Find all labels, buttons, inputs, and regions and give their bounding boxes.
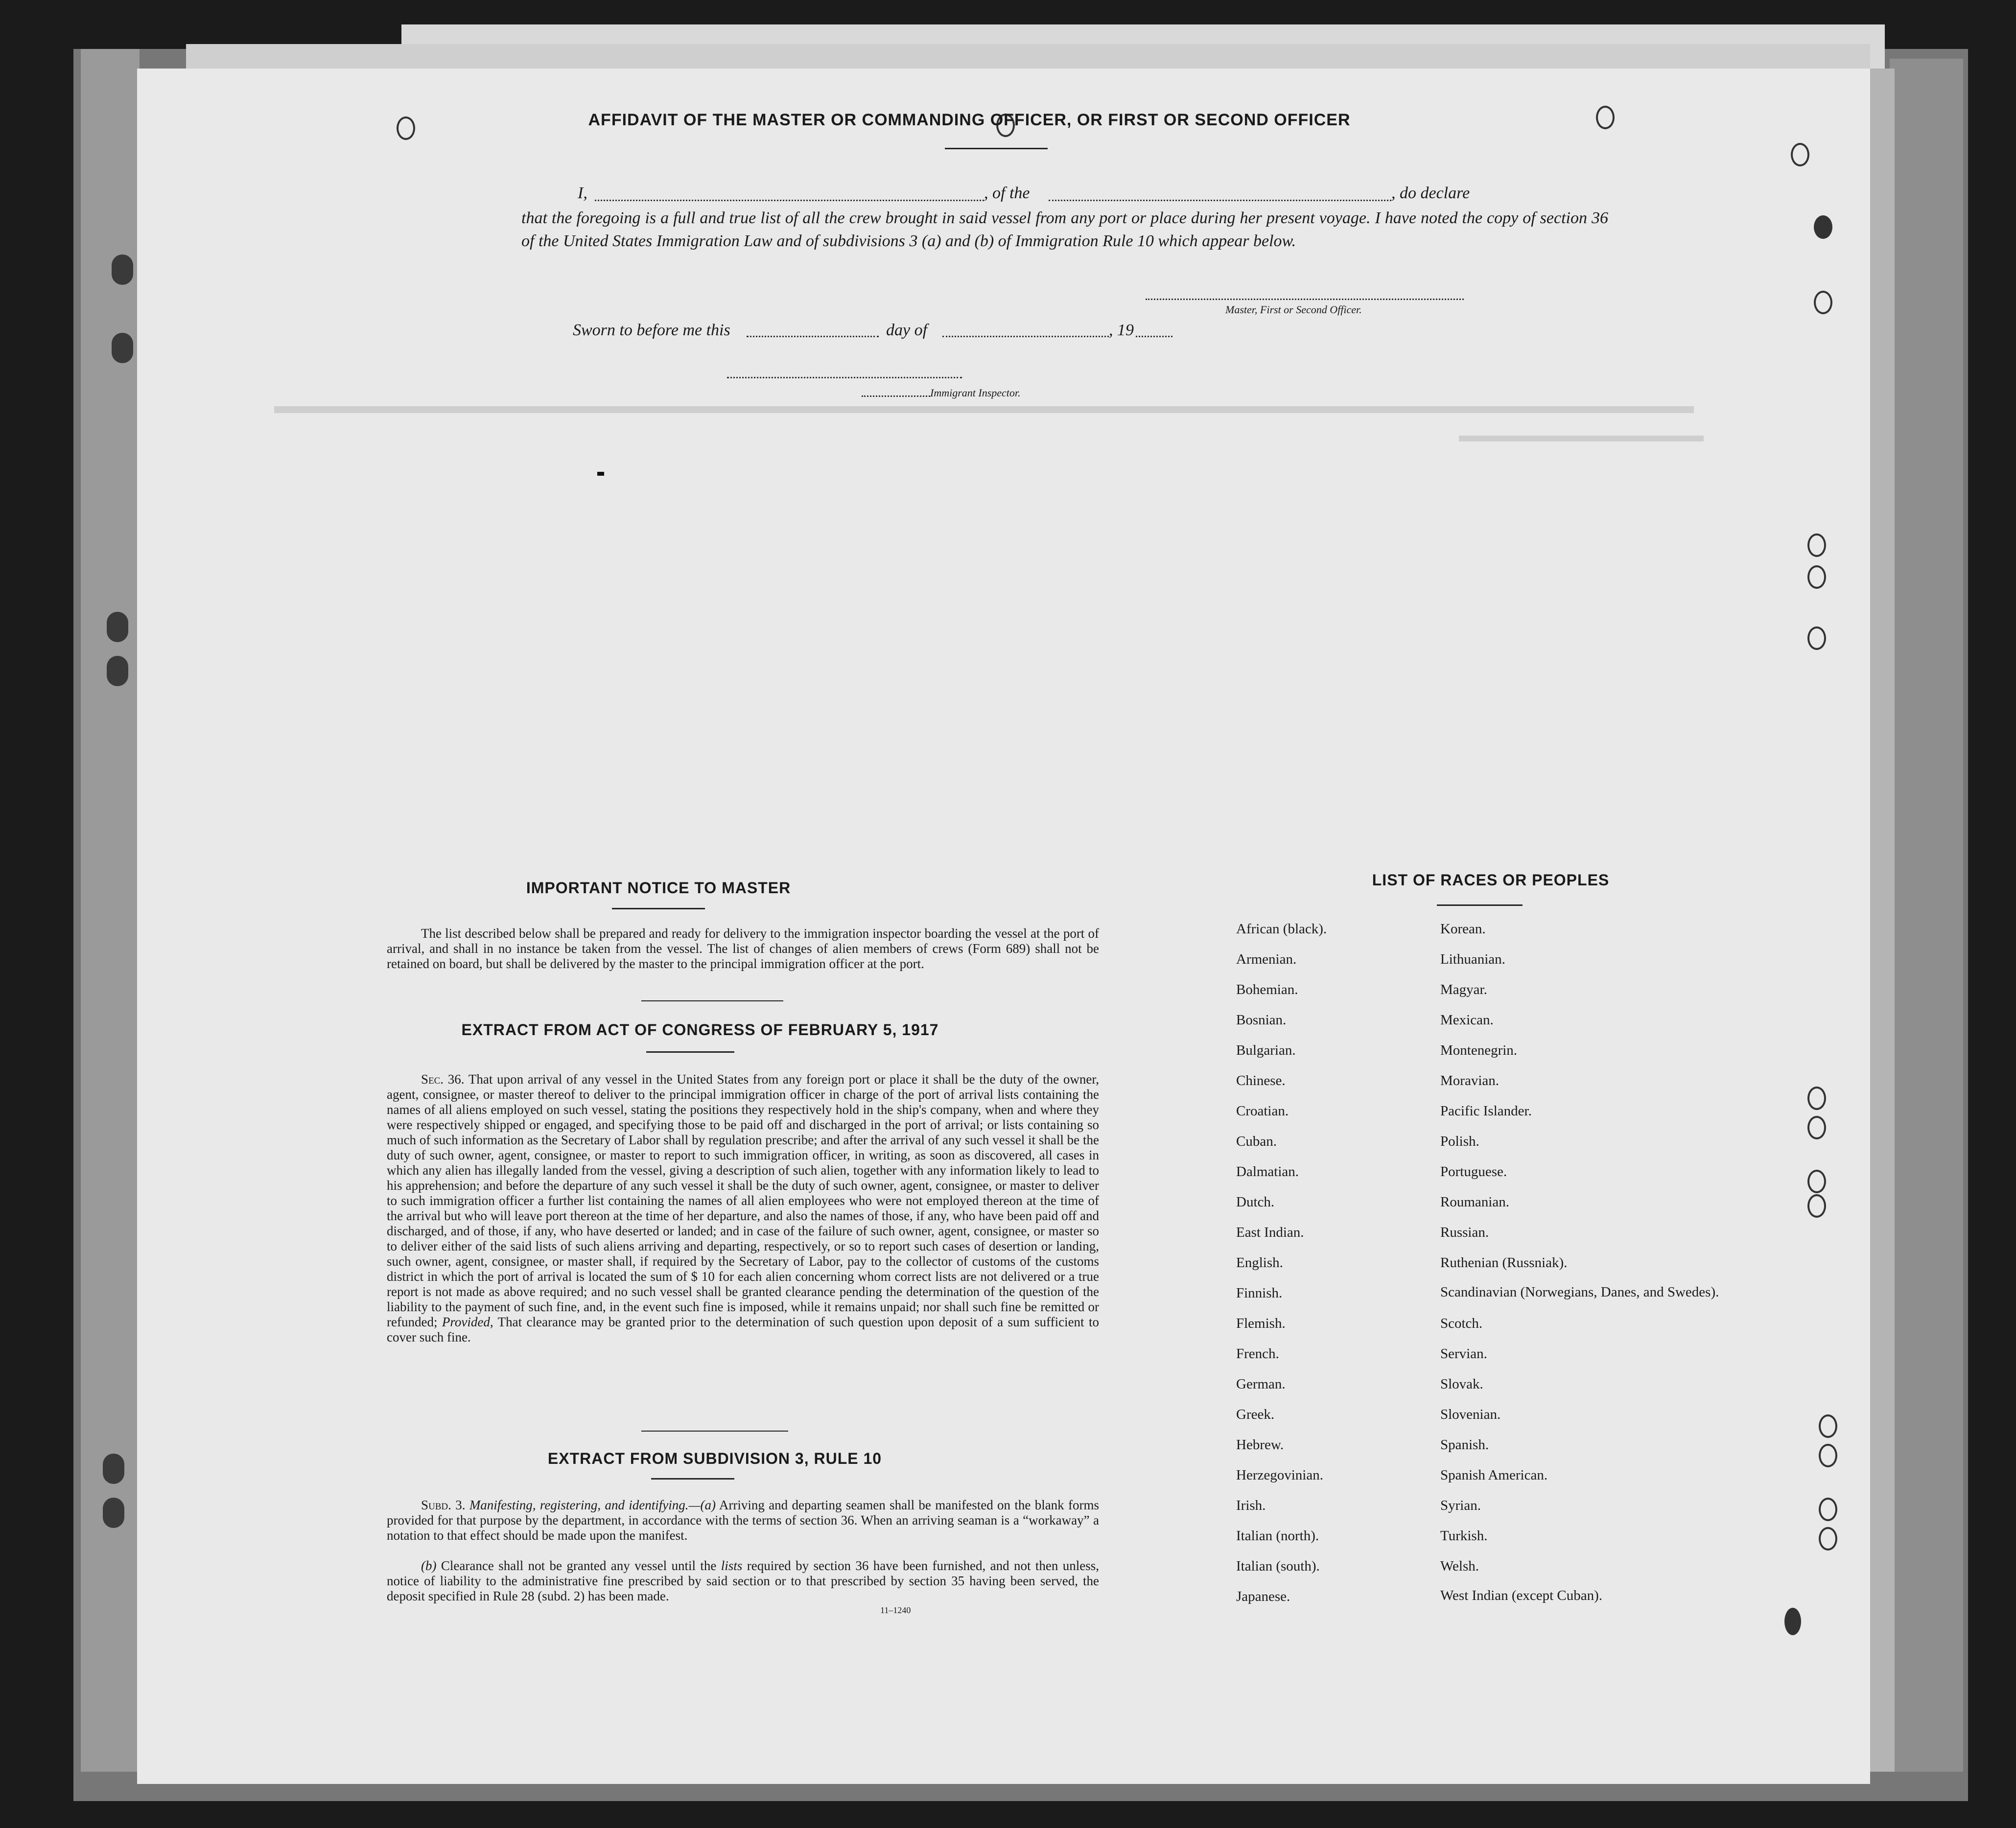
race-item: Dutch. (1236, 1194, 1275, 1210)
subd-b-post: required by section 36 have been furnished, and not then unless, notice of liability to the administrative fine prescribed by said section or to that prescribed by section 35 having been served, the deposit specified in Rule 28 (subd. 2) has been made. (387, 1558, 1100, 1603)
race-item: Cuban. (1236, 1134, 1277, 1149)
officer-name-field[interactable] (595, 200, 984, 201)
races-column-1 (1236, 921, 1432, 1619)
provided-label: Provided, (442, 1315, 493, 1329)
race-item: Japanese. (1236, 1589, 1290, 1604)
race-item: East Indian. (1236, 1225, 1304, 1240)
affidavit-body: that the foregoing is a full and true list of all the crew brought in said vessel from any port or place during her present voyage. I have noted the copy of section 36 of the United States Immigration Law and of subdivisions 3 (a) and (b) of Immigration Rule 10 which appear below. (521, 209, 1608, 250)
rule-extract-title: EXTRACT FROM SUBDIVISION 3, RULE 10 (547, 1450, 882, 1467)
officer-caption: Master, First or Second Officer. (1225, 303, 1362, 316)
sec-36-body: That upon arrival of any vessel in the United States from any foreign port or place it shall be the duty of the owner, agent, consignee, or master thereof to deliver to the principal immigration officer in charge of the port of arrival lists containing the names of all aliens employed on such vessel, stating the positions they respectively hold in the ship's company, when and where they were respectively shipped or engaged, and specifying those to be paid off and discharged in the port of arrival; or lists containing so much of such information as the Secretary of Labor shall by regulation prescribe; and after the arrival of any such vessel it shall be the duty of such owner, agent, consignee, or master to report to such immigration officer, in writing, as soon as discovered, all cases in which any alien has illegally landed from the vessel, giving a description of such alien, together with any information likely to lead to his apprehension; and before the departure of any such vessel it shall be the duty of such owner, agent, consignee, or master to deliver to such immigration officer a further list containing the names of all alien employees who were not employed thereon at the time of the arrival but who will leave port thereon at the time of her departure, and also the names of those, if any, who have been paid off and discharged, and of those, if any, who have deserted or landed; and in case of the failure of such owner, agent, consignee, or master so to deliver either of the said lists of such aliens arriving and departing, respectively, or so to report such cases of desertion or landing, such owner, agent, consignee, or master shall, if required by the Secretary of Labor, pay to the collector of customs of the customs district in which the port of arrival is located the sum of $ 10 for each alien concerning whom correct lists are not delivered or a true report is not made as above required; and no such vessel shall be granted clearance pending the determination of the question of the liability to the payment of such fine, and, in the event such fine is imposed, while it remains unpaid; nor shall such fine be remitted or refunded; (387, 1072, 1100, 1329)
subdivision-3-b (387, 1558, 1099, 1604)
sworn-year-label: , 19 (1109, 321, 1134, 339)
race-item: Roumanian. (1440, 1194, 1509, 1210)
race-item: English. (1236, 1255, 1283, 1271)
act-section-36 (387, 1072, 1099, 1345)
subd-b-pre: Clearance shall not be granted any vessel until the (441, 1558, 717, 1573)
race-item: Italian (north). (1236, 1528, 1319, 1544)
race-item: Syrian. (1440, 1498, 1481, 1513)
punch-hole (1807, 1170, 1826, 1193)
punch-hole (1807, 1087, 1826, 1110)
act-extract-title: EXTRACT FROM ACT OF CONGRESS OF FEBRUARY 5, 1917 (461, 1021, 939, 1039)
subd-heading: Manifesting, registering, and identifying.—(a) (469, 1498, 716, 1512)
race-item: Finnish. (1236, 1285, 1283, 1301)
race-item: Polish. (1440, 1134, 1479, 1149)
sworn-month-field[interactable] (942, 336, 1109, 337)
race-item: Bohemian. (1236, 982, 1298, 997)
punch-hole (1819, 1414, 1837, 1438)
affidavit-do-declare-label: , do declare (1391, 184, 1470, 202)
section-divider (641, 1000, 783, 1001)
race-item: Welsh. (1440, 1558, 1479, 1574)
race-item: Ruthenian (Russniak). (1440, 1255, 1568, 1271)
subd-b-lists: lists (721, 1558, 743, 1573)
form-number: 11–1240 (880, 1605, 911, 1615)
race-item: Scandinavian (Norwegians, Danes, and Swedes). (1440, 1284, 1719, 1300)
subd-b-label: (b) (421, 1558, 437, 1573)
race-item: Portuguese. (1440, 1164, 1507, 1180)
binder-hole (112, 333, 133, 363)
vessel-name-field[interactable] (1049, 200, 1391, 201)
race-item: Bosnian. (1236, 1012, 1287, 1028)
sworn-label: Sworn to before me this (573, 321, 730, 339)
race-item: Flemish. (1236, 1316, 1286, 1331)
inspector-signature-field[interactable] (727, 377, 962, 378)
bleed-through-mark (274, 406, 1694, 413)
race-item: Herzegovinian. (1236, 1467, 1323, 1483)
inspector-signature-lead (862, 395, 930, 397)
punch-hole (1819, 1498, 1837, 1521)
race-item: French. (1236, 1346, 1279, 1362)
race-item: Hebrew. (1236, 1437, 1284, 1453)
punch-hole (1807, 565, 1826, 589)
officer-signature-field[interactable] (1146, 299, 1464, 300)
race-item: Chinese. (1236, 1073, 1286, 1088)
affidavit-of-the-label: , of the (984, 184, 1030, 202)
punch-hole (1814, 215, 1832, 239)
rule-rule (651, 1478, 734, 1480)
section-divider (641, 1431, 788, 1432)
race-item: Turkish. (1440, 1528, 1488, 1544)
inspector-caption: Immigrant Inspector. (930, 387, 1021, 399)
punch-hole (1819, 1444, 1837, 1467)
punch-hole (1791, 143, 1809, 166)
subd-a-body: Arriving and departing seamen shall be manifested on the blank forms provided for that purpose by the department, in accordance with the terms of section 36. When an arriving seaman is a “workaway” a notation to that effect should be made upon the manifest. (387, 1498, 1099, 1543)
provided-body: That clearance may be granted prior to the determination of such question upon deposit of a sum sufficient to cover such fine. (387, 1315, 1100, 1344)
races-column-2 (1440, 921, 1719, 1619)
sec-label: Sec. 36. (421, 1072, 465, 1087)
notice-body: The list described below shall be prepared and ready for delivery to the immigration inspector boarding the vessel at the port of arrival, and shall in no instance be taken from the vessel. The list of changes of alien members of crews (Form 689) shall not be retained on board, but shall be delivered by the master to the principal immigration officer at the port. (387, 926, 1099, 971)
race-item: Montenegrin. (1440, 1042, 1518, 1058)
race-item: Servian. (1440, 1346, 1487, 1362)
ink-speck (597, 472, 604, 476)
punch-hole (1807, 1116, 1826, 1139)
manifest-page (137, 69, 1870, 1784)
race-item: African (black). (1236, 921, 1327, 937)
race-item: Slovak. (1440, 1376, 1483, 1392)
punch-hole (1807, 533, 1826, 557)
race-item: Scotch. (1440, 1316, 1483, 1331)
race-item: Pacific Islander. (1440, 1103, 1532, 1119)
race-item: Mexican. (1440, 1012, 1494, 1028)
binder-hole (107, 656, 128, 686)
sworn-year-field[interactable] (1136, 336, 1172, 337)
race-item: Greek. (1236, 1407, 1275, 1422)
punch-hole (1814, 291, 1832, 314)
race-item: Korean. (1440, 921, 1486, 937)
race-item: Moravian. (1440, 1073, 1499, 1088)
race-item: West Indian (except Cuban). (1440, 1588, 1603, 1603)
race-item: Armenian. (1236, 951, 1297, 967)
race-item: Dalmatian. (1236, 1164, 1299, 1180)
race-item: Bulgarian. (1236, 1042, 1296, 1058)
sworn-day-of-label: day of (886, 321, 928, 339)
race-item: Irish. (1236, 1498, 1266, 1513)
subdivision-3-a (387, 1498, 1099, 1543)
race-item: Slovenian. (1440, 1407, 1501, 1422)
race-item: Magyar. (1440, 982, 1487, 997)
punch-hole (1819, 1527, 1837, 1550)
affidavit-i-label: I, (578, 184, 587, 202)
race-item: Lithuanian. (1440, 951, 1505, 967)
act-rule (646, 1051, 734, 1053)
right-page-stack (1890, 59, 1963, 1772)
bleed-through-mark (1459, 436, 1704, 441)
race-item: Italian (south). (1236, 1558, 1320, 1574)
punch-hole (397, 116, 415, 140)
race-item: Russian. (1440, 1225, 1489, 1240)
punch-hole (1784, 1608, 1801, 1635)
race-item: Croatian. (1236, 1103, 1289, 1119)
binder-hole (107, 612, 128, 642)
binder-hole (103, 1498, 124, 1528)
notice-title: IMPORTANT NOTICE TO MASTER (526, 879, 791, 897)
title-rule (945, 148, 1048, 149)
sworn-day-field[interactable] (747, 336, 879, 337)
punch-hole (1807, 626, 1826, 650)
races-rule (1437, 904, 1523, 906)
affidavit-title: AFFIDAVIT OF THE MASTER OR COMMANDING OFFICER, OR FIRST OR SECOND OFFICER (588, 111, 1351, 129)
notice-rule (612, 908, 705, 909)
subd-label: Subd. 3. (421, 1498, 466, 1512)
punch-hole (1807, 1194, 1826, 1218)
race-item: Spanish American. (1440, 1467, 1548, 1483)
race-item: Spanish. (1440, 1437, 1489, 1453)
races-title: LIST OF RACES OR PEOPLES (1372, 871, 1610, 889)
punch-hole (1596, 106, 1615, 129)
binder-hole (112, 255, 133, 285)
binder-hole (103, 1454, 124, 1484)
race-item: German. (1236, 1376, 1286, 1392)
